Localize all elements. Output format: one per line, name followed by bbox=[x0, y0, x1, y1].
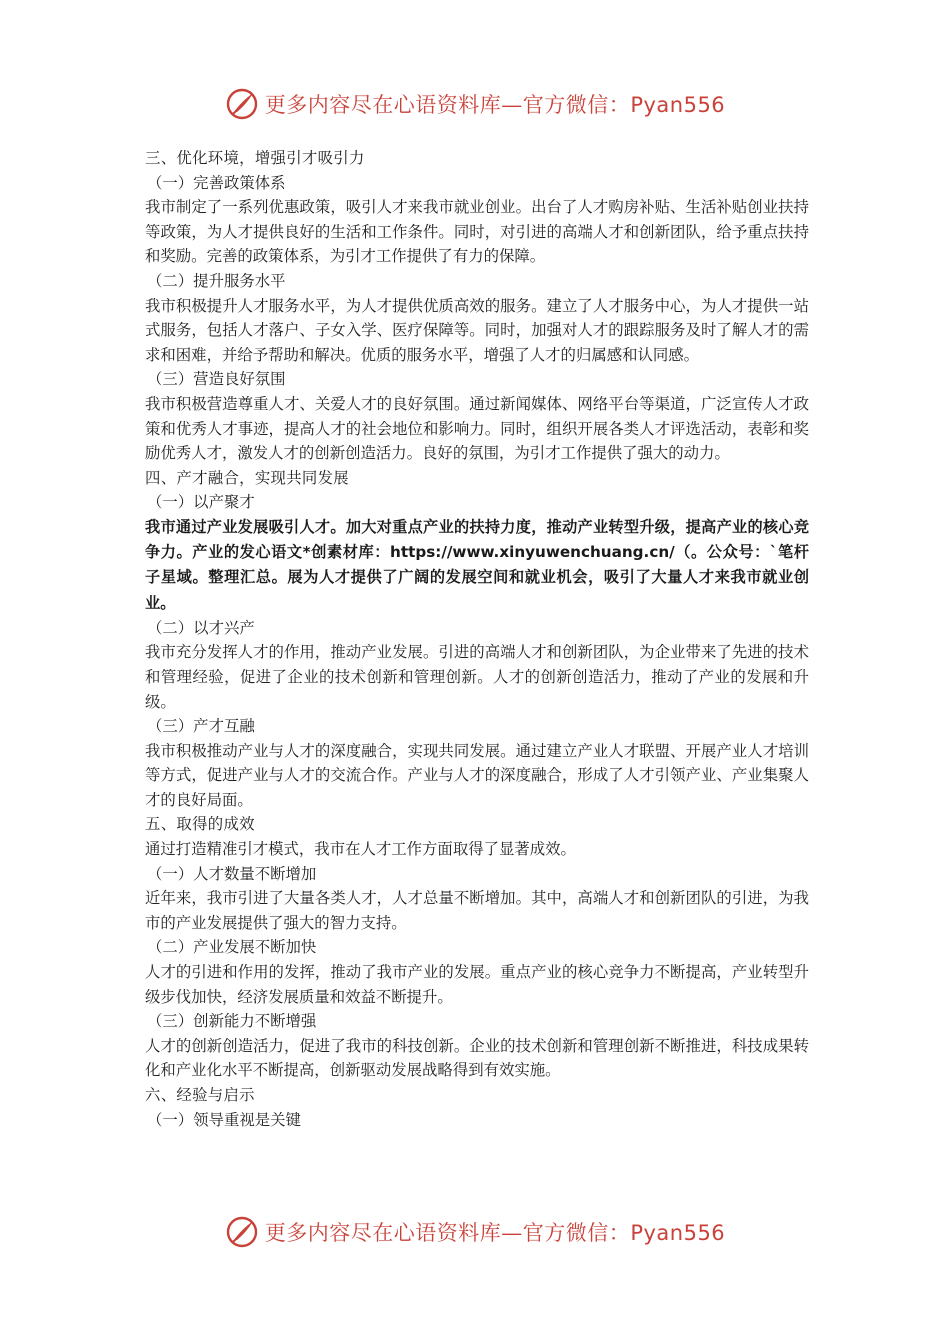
subsection-heading: （一）完善政策体系 bbox=[147, 173, 286, 192]
document-body bbox=[145, 146, 809, 1132]
paragraph: 人才的引进和作用的发挥，推动了我市产业的发展。重点产业的核心竞争力不断提高，产业转型升级步伐加快，经济发展质量和效益不断提升。 bbox=[145, 963, 809, 1006]
subsection-heading: （二）以才兴产 bbox=[147, 618, 255, 637]
paragraph: 近年来，我市引进了大量各类人才，人才总量不断增加。其中，高端人才和创新团队的引进，为我市的产业发展提供了强大的智力支持。 bbox=[145, 889, 809, 932]
section-heading: 六、经验与启示 bbox=[145, 1086, 255, 1104]
paragraph: 我市积极推动产业与人才的深度融合，实现共同发展。通过建立产业人才联盟、开展产业人才培训等方式，促进产业与人才的交流合作。产业与人才的深度融合，形成了人才引领产业、产业集聚人才的良好局面。 bbox=[145, 741, 809, 809]
subsection-heading: （三）产才互融 bbox=[147, 717, 255, 736]
section-heading: 五、取得的成效 bbox=[145, 815, 255, 834]
header-banner bbox=[0, 84, 950, 124]
quill-logo-icon bbox=[225, 1215, 259, 1249]
section-heading: 四、产才融合，实现共同发展 bbox=[145, 468, 349, 487]
section-heading: 三、优化环境，增强引才吸引力 bbox=[145, 149, 365, 167]
subsection-heading: （三）创新能力不断增强 bbox=[147, 1012, 317, 1031]
paragraph: 通过打造精准引才模式，我市在人才工作方面取得了显著成效。 bbox=[145, 840, 576, 859]
paragraph: 我市积极提升人才服务水平，为人才提供优质高效的服务。建立了人才服务中心，为人才提供一站式服务，包括人才落户、子女入学、医疗保障等。同时，加强对人才的跟踪服务及时了解人才的需求和困难，并给予帮助和解决。优质的服务水平，增强了人才的归属感和认同感。 bbox=[145, 296, 809, 364]
banner-text: 更多内容尽在心语资料库—官方微信：Pyan556 bbox=[264, 93, 726, 117]
paragraph: 人才的创新创造活力，促进了我市的科技创新。企业的技术创新和管理创新不断推进，科技成果转化和产业化水平不断提高，创新驱动发展战略得到有效实施。 bbox=[145, 1036, 809, 1080]
paragraph: 我市充分发挥人才的作用，推动产业发展。引进的高端人才和创新团队，为企业带来了先进的技术和管理经验，促进了企业的技术创新和管理创新。人才的创新创造活力，推动了产业的发展和升级。 bbox=[145, 643, 809, 711]
paragraph: 我市通过产业发展吸引人才。加大对重点产业的扶持力度，推动产业转型升级，提高产业的核心竞争力。产业的发心语文*创素材库：https://www.xinyuwenchuang.cn/（。公众号：`笔杆子星域。整理汇总。展为人才提供了广阔的发展空间和就业机会，吸引了大量人才来我市就业创业。 bbox=[145, 517, 809, 612]
subsection-heading: （二）提升服务水平 bbox=[147, 271, 286, 290]
banner-text: 更多内容尽在心语资料库—官方微信：Pyan556 bbox=[264, 1221, 726, 1245]
paragraph: 我市积极营造尊重人才、关爱人才的良好氛围。通过新闻媒体、网络平台等渠道，广泛宣传人才政策和优秀人才事迹，提高人才的社会地位和影响力。同时，组织开展各类人才评选活动，表彰和奖励优秀人才，激发人才的创新创造活力。良好的氛围，为引才工作提供了强大的动力。 bbox=[145, 394, 809, 463]
subsection-heading: （一）人才数量不断增加 bbox=[147, 864, 317, 883]
paragraph: 我市制定了一系列优惠政策，吸引人才来我市就业创业。出台了人才购房补贴、生活补贴创业扶持等政策，为人才提供良好的生活和工作条件。同时，对引进的高端人才和创新团队，给予重点扶持和奖励。完善的政策体系，为引才工作提供了有力的保障。 bbox=[145, 198, 809, 266]
subsection-heading: （三）营造良好氛围 bbox=[147, 370, 286, 389]
subsection-heading: （二）产业发展不断加快 bbox=[147, 938, 317, 957]
quill-logo-icon bbox=[225, 87, 259, 121]
subsection-heading: （一）领导重视是关键 bbox=[147, 1110, 301, 1129]
footer-banner bbox=[0, 1212, 950, 1252]
subsection-heading: （一）以产聚才 bbox=[147, 493, 255, 512]
